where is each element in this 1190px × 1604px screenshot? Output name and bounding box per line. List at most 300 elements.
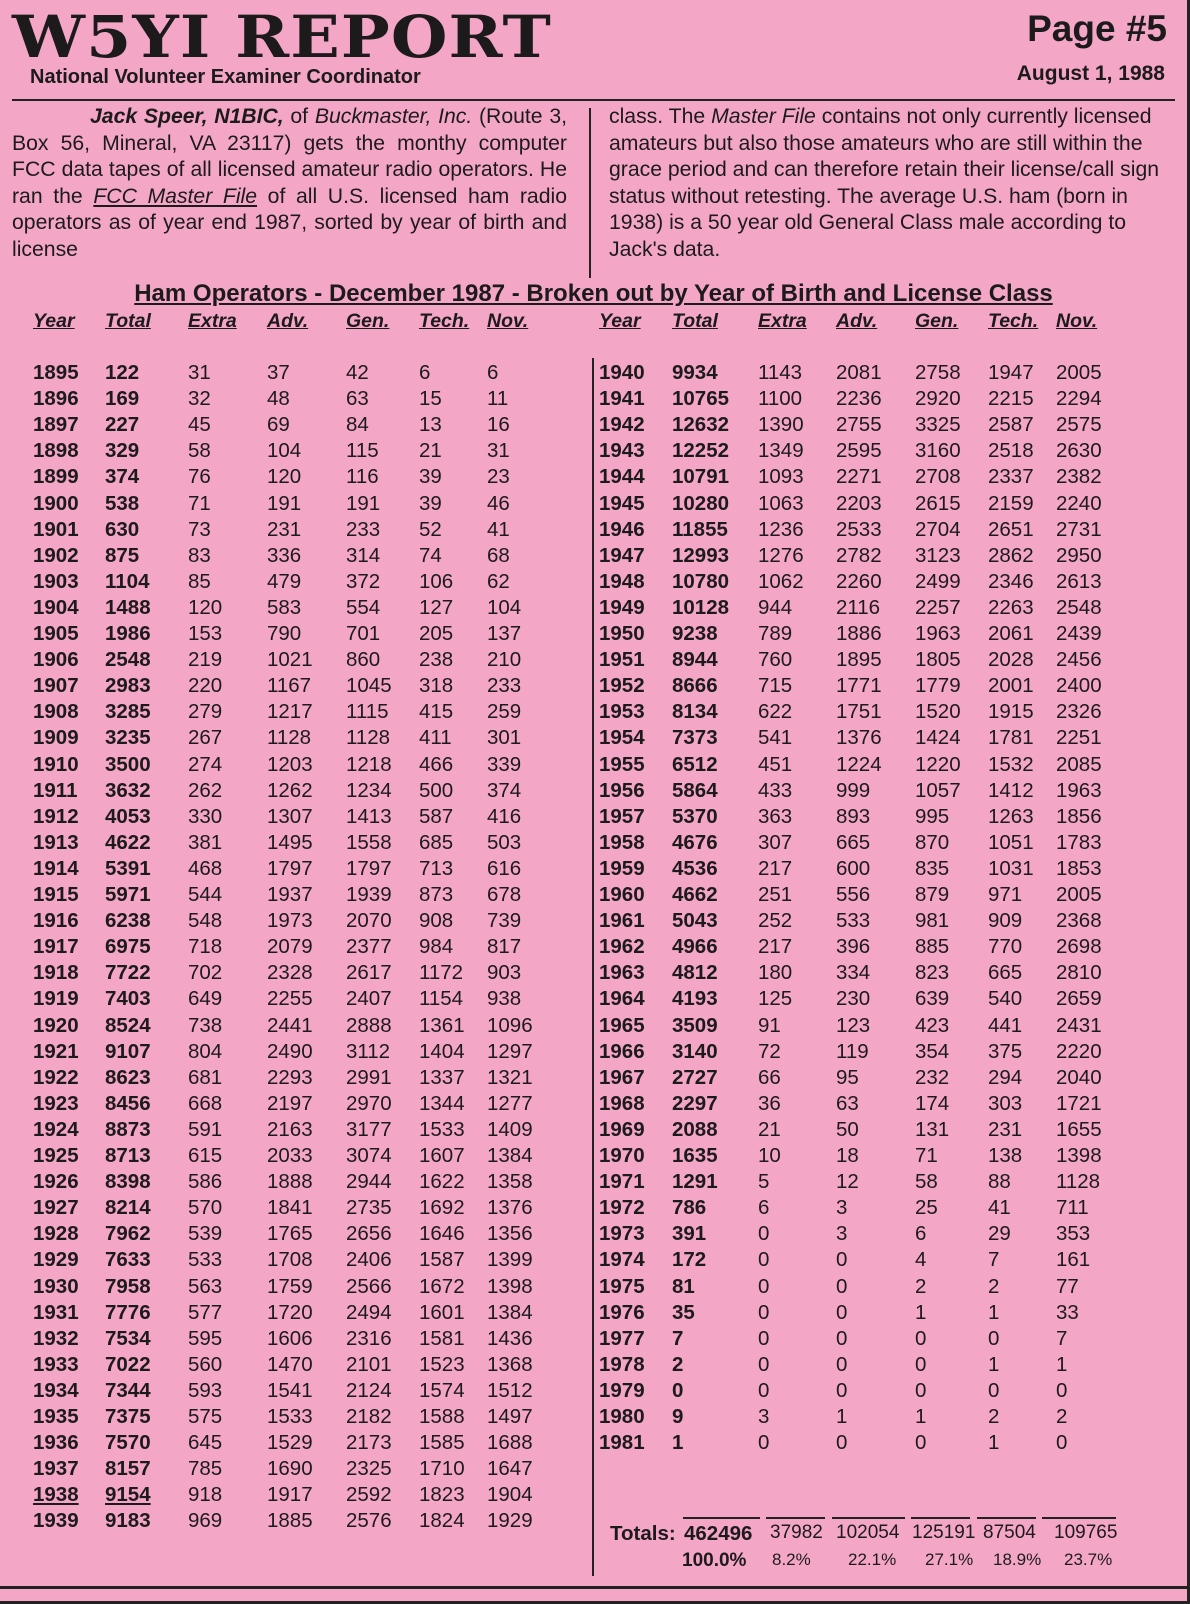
totals-rule bbox=[911, 1517, 970, 1519]
table-cell-adv-right: 0 bbox=[836, 1274, 848, 1298]
table-cell-year-right: 1976 bbox=[599, 1300, 645, 1324]
table-cell-tech-right: 2061 bbox=[988, 622, 1034, 645]
table-cell-total-left: 7722 bbox=[105, 961, 151, 985]
table-cell-adv-right: 334 bbox=[836, 961, 871, 985]
table-cell-nov-right: 353 bbox=[1056, 1222, 1091, 1246]
table-cell-year-right: 1967 bbox=[599, 1065, 645, 1089]
table-cell-total-right: 8944 bbox=[672, 648, 718, 672]
table-cell-gen-left: 1939 bbox=[346, 883, 392, 906]
table-cell-adv-right: 533 bbox=[836, 909, 871, 933]
table-cell-nov-right: 1963 bbox=[1056, 778, 1102, 802]
table-cell-extra-left: 575 bbox=[188, 1405, 223, 1428]
table-cell-total-right: 3140 bbox=[672, 1039, 718, 1063]
table-cell-nov-right: 2294 bbox=[1056, 387, 1102, 411]
table-cell-gen-right: 6 bbox=[915, 1222, 927, 1246]
table-cell-year-left: 1921 bbox=[33, 1039, 79, 1063]
report-title: W5YI REPORT bbox=[12, 3, 552, 71]
table-cell-tech-left: 500 bbox=[419, 778, 454, 802]
table-cell-tech-left: 1672 bbox=[419, 1274, 465, 1298]
table-cell-nov-right: 2431 bbox=[1056, 1013, 1102, 1037]
table-cell-gen-right: 3160 bbox=[915, 439, 961, 463]
table-cell-tech-right: 540 bbox=[988, 987, 1023, 1011]
table-cell-total-left: 7534 bbox=[105, 1326, 151, 1350]
table-cell-nov-left: 1512 bbox=[487, 1378, 533, 1402]
table-cell-extra-left: 969 bbox=[188, 1509, 223, 1533]
table-cell-nov-right: 2613 bbox=[1056, 569, 1102, 593]
table-cell-adv-right: 2595 bbox=[836, 439, 882, 463]
table-cell-total-right: 1291 bbox=[672, 1170, 718, 1194]
table-cell-total-right: 9 bbox=[672, 1405, 684, 1428]
table-cell-tech-right: 2651 bbox=[988, 517, 1034, 541]
table-cell-gen-left: 2070 bbox=[346, 909, 392, 933]
table-cell-extra-left: 591 bbox=[188, 1117, 223, 1141]
table-cell-total-left: 3632 bbox=[105, 778, 151, 802]
column-header-extra-right: Extra bbox=[758, 310, 807, 332]
table-cell-total-right: 9238 bbox=[672, 622, 718, 645]
table-cell-tech-left: 52 bbox=[419, 517, 442, 541]
table-cell-extra-right: 1143 bbox=[758, 361, 803, 384]
table-cell-tech-left: 106 bbox=[419, 569, 454, 593]
table-cell-gen-right: 2920 bbox=[915, 387, 961, 411]
table-cell-tech-left: 1587 bbox=[419, 1248, 465, 1272]
table-cell-year-right: 1951 bbox=[599, 648, 645, 672]
table-cell-total-right: 10791 bbox=[672, 465, 730, 489]
table-cell-nov-left: 11 bbox=[487, 387, 509, 411]
table-cell-total-left: 538 bbox=[105, 491, 140, 515]
table-cell-extra-right: 0 bbox=[758, 1326, 770, 1350]
table-cell-gen-right: 3325 bbox=[915, 413, 961, 437]
table-cell-nov-left: 339 bbox=[487, 752, 522, 776]
table-cell-total-left: 9107 bbox=[105, 1039, 151, 1063]
table-cell-tech-left: 1344 bbox=[419, 1091, 465, 1115]
table-cell-total-left: 2548 bbox=[105, 648, 151, 672]
table-cell-gen-right: 2758 bbox=[915, 361, 961, 384]
table-cell-year-right: 1975 bbox=[599, 1274, 645, 1298]
table-cell-extra-right: 252 bbox=[758, 909, 793, 933]
table-cell-year-left: 1934 bbox=[33, 1378, 79, 1402]
table-cell-total-right: 786 bbox=[672, 1196, 707, 1220]
column-header-nov-left: Nov. bbox=[487, 310, 529, 332]
table-cell-tech-left: 685 bbox=[419, 830, 454, 854]
table-cell-extra-left: 330 bbox=[188, 804, 223, 828]
article-text-run: (Route 3, Box 56, Mineral, VA 23117) gets the monthy computer FCC data tapes of all licensed amateur radio operators. He ran the bbox=[12, 105, 567, 208]
table-cell-total-left: 3285 bbox=[105, 700, 151, 724]
table-cell-gen-left: 3074 bbox=[346, 1144, 392, 1167]
table-cell-nov-right: 1398 bbox=[1056, 1144, 1102, 1167]
percent-total: 100.0% bbox=[682, 1550, 747, 1571]
table-cell-gen-right: 981 bbox=[915, 909, 950, 933]
table-cell-nov-right: 1128 bbox=[1056, 1170, 1101, 1194]
table-cell-nov-right: 2382 bbox=[1056, 465, 1102, 489]
table-cell-adv-right: 556 bbox=[836, 883, 871, 906]
table-cell-total-left: 1488 bbox=[105, 595, 151, 619]
table-cell-nov-right: 0 bbox=[1056, 1431, 1068, 1455]
table-cell-tech-right: 1 bbox=[988, 1352, 1000, 1376]
table-cell-tech-left: 1692 bbox=[419, 1196, 465, 1220]
table-cell-year-right: 1940 bbox=[599, 361, 645, 384]
table-cell-gen-left: 233 bbox=[346, 517, 381, 541]
percent-gen: 27.1% bbox=[925, 1550, 974, 1569]
table-cell-adv-right: 396 bbox=[836, 935, 871, 959]
table-cell-total-right: 10128 bbox=[672, 595, 730, 619]
report-subtitle: National Volunteer Examiner Coordinator bbox=[30, 66, 421, 88]
table-cell-extra-left: 595 bbox=[188, 1326, 223, 1350]
table-cell-total-right: 3509 bbox=[672, 1013, 718, 1037]
table-cell-total-right: 2088 bbox=[672, 1117, 718, 1141]
table-cell-tech-right: 770 bbox=[988, 935, 1023, 959]
table-cell-year-right: 1954 bbox=[599, 726, 645, 750]
table-cell-year-right: 1945 bbox=[599, 491, 645, 515]
table-cell-total-left: 9183 bbox=[105, 1509, 151, 1533]
table-cell-gen-right: 1220 bbox=[915, 752, 961, 776]
table-cell-tech-right: 2159 bbox=[988, 491, 1034, 515]
table-cell-year-right: 1952 bbox=[599, 674, 645, 698]
table-cell-tech-left: 908 bbox=[419, 909, 454, 933]
table-cell-extra-right: 0 bbox=[758, 1222, 770, 1246]
table-cell-adv-left: 231 bbox=[267, 517, 302, 541]
table-cell-total-right: 2297 bbox=[672, 1091, 718, 1115]
table-cell-gen-right: 131 bbox=[915, 1117, 950, 1141]
table-cell-nov-left: 678 bbox=[487, 883, 522, 906]
table-cell-nov-left: 1497 bbox=[487, 1405, 533, 1428]
table-cell-extra-right: 760 bbox=[758, 648, 793, 672]
table-cell-tech-left: 205 bbox=[419, 622, 454, 645]
table-cell-year-left: 1916 bbox=[33, 909, 79, 933]
table-cell-extra-right: 66 bbox=[758, 1065, 781, 1089]
column-header-tech-right: Tech. bbox=[988, 310, 1039, 332]
table-cell-year-right: 1973 bbox=[599, 1222, 645, 1246]
table-cell-total-left: 5971 bbox=[105, 883, 151, 906]
table-cell-extra-right: 1236 bbox=[758, 517, 804, 541]
table-cell-extra-left: 76 bbox=[188, 465, 211, 489]
table-cell-extra-right: 1390 bbox=[758, 413, 804, 437]
table-cell-total-right: 4662 bbox=[672, 883, 718, 906]
table-cell-gen-left: 1115 bbox=[346, 700, 389, 724]
table-cell-extra-right: 5 bbox=[758, 1170, 770, 1194]
table-cell-adv-right: 1771 bbox=[836, 674, 882, 698]
table-cell-nov-left: 1356 bbox=[487, 1222, 533, 1246]
table-cell-total-right: 5043 bbox=[672, 909, 718, 933]
table-cell-nov-right: 1721 bbox=[1056, 1091, 1102, 1115]
table-cell-extra-right: 0 bbox=[758, 1431, 770, 1455]
table-cell-extra-left: 120 bbox=[188, 595, 223, 619]
table-cell-total-left: 8524 bbox=[105, 1013, 151, 1037]
table-cell-year-left: 1898 bbox=[33, 439, 79, 463]
table-cell-extra-right: 217 bbox=[758, 856, 793, 880]
table-cell-tech-right: 2001 bbox=[988, 674, 1034, 698]
table-cell-adv-right: 3 bbox=[836, 1222, 848, 1246]
table-cell-adv-right: 2755 bbox=[836, 413, 882, 437]
table-cell-adv-right: 0 bbox=[836, 1352, 848, 1376]
table-cell-adv-right: 0 bbox=[836, 1248, 848, 1272]
totals-rule bbox=[1042, 1517, 1116, 1519]
table-cell-nov-right: 2698 bbox=[1056, 935, 1102, 959]
table-cell-gen-right: 995 bbox=[915, 804, 950, 828]
table-cell-adv-left: 1888 bbox=[267, 1170, 313, 1194]
table-cell-nov-right: 2085 bbox=[1056, 752, 1102, 776]
table-cell-nov-right: 1856 bbox=[1056, 804, 1102, 828]
table-cell-total-left: 7776 bbox=[105, 1300, 151, 1324]
table-cell-tech-right: 0 bbox=[988, 1378, 1000, 1402]
table-cell-extra-right: 715 bbox=[758, 674, 793, 698]
table-cell-adv-left: 1937 bbox=[267, 883, 313, 906]
table-cell-nov-left: 1436 bbox=[487, 1326, 533, 1350]
table-cell-extra-right: 1349 bbox=[758, 439, 804, 463]
table-cell-nov-right: 2326 bbox=[1056, 700, 1102, 724]
table-cell-total-right: 12632 bbox=[672, 413, 730, 437]
table-cell-adv-right: 2260 bbox=[836, 569, 882, 593]
table-center-divider bbox=[592, 358, 594, 1576]
table-cell-total-left: 7344 bbox=[105, 1378, 151, 1402]
table-cell-tech-right: 2 bbox=[988, 1274, 1000, 1298]
table-cell-adv-right: 2782 bbox=[836, 543, 882, 567]
table-cell-extra-right: 3 bbox=[758, 1405, 770, 1428]
table-cell-extra-right: 1063 bbox=[758, 491, 804, 515]
table-cell-tech-right: 138 bbox=[988, 1144, 1023, 1167]
table-cell-extra-right: 789 bbox=[758, 622, 793, 645]
article-text-run: contains not only currently licensed amateurs but also those amateurs who are still within the grace period and can therefore retain their license/call sign status without retesting. The average U.S. ham (born in 1938) is a 50 year old General Class male according to Jack's data. bbox=[609, 105, 1160, 261]
table-cell-extra-right: 180 bbox=[758, 961, 793, 985]
table-cell-extra-left: 83 bbox=[188, 543, 211, 567]
table-cell-extra-left: 649 bbox=[188, 987, 223, 1011]
table-cell-tech-left: 39 bbox=[419, 465, 442, 489]
table-cell-gen-right: 879 bbox=[915, 883, 950, 906]
table-cell-year-left: 1901 bbox=[33, 517, 79, 541]
table-cell-total-left: 8214 bbox=[105, 1196, 151, 1220]
table-cell-extra-left: 563 bbox=[188, 1274, 223, 1298]
table-cell-gen-left: 2173 bbox=[346, 1431, 392, 1455]
table-cell-gen-right: 639 bbox=[915, 987, 950, 1011]
table-cell-adv-right: 18 bbox=[836, 1144, 859, 1167]
table-cell-tech-right: 1915 bbox=[988, 700, 1034, 724]
table-cell-gen-right: 174 bbox=[915, 1091, 950, 1115]
table-cell-gen-left: 3177 bbox=[346, 1117, 392, 1141]
table-cell-gen-left: 701 bbox=[346, 622, 381, 645]
table-cell-adv-left: 1203 bbox=[267, 752, 313, 776]
table-cell-nov-left: 1647 bbox=[487, 1457, 533, 1481]
table-cell-year-right: 1948 bbox=[599, 569, 645, 593]
table-cell-year-right: 1981 bbox=[599, 1431, 645, 1455]
table-cell-gen-left: 1128 bbox=[346, 726, 391, 750]
table-cell-adv-right: 999 bbox=[836, 778, 871, 802]
table-cell-adv-right: 893 bbox=[836, 804, 871, 828]
table-cell-tech-left: 1710 bbox=[419, 1457, 465, 1481]
table-cell-adv-left: 1167 bbox=[267, 674, 312, 698]
table-cell-gen-left: 2124 bbox=[346, 1378, 392, 1402]
table-cell-year-right: 1962 bbox=[599, 935, 645, 959]
table-cell-extra-left: 548 bbox=[188, 909, 223, 933]
table-cell-gen-left: 2970 bbox=[346, 1091, 392, 1115]
table-cell-nov-right: 2950 bbox=[1056, 543, 1102, 567]
table-cell-total-left: 875 bbox=[105, 543, 140, 567]
table-cell-year-left: 1896 bbox=[33, 387, 79, 411]
table-cell-gen-right: 835 bbox=[915, 856, 950, 880]
table-cell-year-left: 1930 bbox=[33, 1274, 79, 1298]
table-cell-year-left: 1928 bbox=[33, 1222, 79, 1246]
table-cell-total-left: 122 bbox=[105, 361, 140, 384]
table-cell-adv-left: 1759 bbox=[267, 1274, 313, 1298]
table-cell-nov-left: 62 bbox=[487, 569, 510, 593]
table-cell-nov-left: 1398 bbox=[487, 1274, 533, 1298]
table-cell-gen-right: 2704 bbox=[915, 517, 961, 541]
table-cell-extra-left: 918 bbox=[188, 1483, 223, 1507]
table-cell-year-left: 1909 bbox=[33, 726, 79, 750]
table-cell-adv-right: 2116 bbox=[836, 595, 881, 619]
table-cell-tech-right: 1 bbox=[988, 1300, 1000, 1324]
table-cell-year-right: 1977 bbox=[599, 1326, 645, 1350]
table-cell-adv-left: 1529 bbox=[267, 1431, 313, 1455]
table-cell-year-right: 1957 bbox=[599, 804, 645, 828]
table-cell-extra-left: 533 bbox=[188, 1248, 223, 1272]
column-header-adv-right: Adv. bbox=[836, 310, 878, 332]
table-cell-extra-left: 570 bbox=[188, 1196, 223, 1220]
table-cell-nov-right: 2439 bbox=[1056, 622, 1102, 645]
table-cell-gen-right: 1779 bbox=[915, 674, 961, 698]
table-cell-nov-left: 1376 bbox=[487, 1196, 533, 1220]
table-cell-tech-left: 1337 bbox=[419, 1065, 465, 1089]
table-cell-year-left: 1924 bbox=[33, 1117, 79, 1141]
table-cell-gen-left: 1558 bbox=[346, 830, 392, 854]
table-cell-extra-left: 85 bbox=[188, 569, 211, 593]
table-cell-total-right: 2727 bbox=[672, 1065, 718, 1089]
table-cell-tech-right: 2 bbox=[988, 1405, 1000, 1428]
table-cell-year-left: 1936 bbox=[33, 1431, 79, 1455]
percent-nov: 23.7% bbox=[1064, 1550, 1113, 1569]
table-cell-gen-right: 1057 bbox=[915, 778, 961, 802]
table-cell-adv-left: 2197 bbox=[267, 1091, 313, 1115]
table-cell-total-left: 3500 bbox=[105, 752, 151, 776]
table-cell-total-left: 630 bbox=[105, 517, 140, 541]
table-cell-total-left: 7022 bbox=[105, 1352, 151, 1376]
table-cell-tech-left: 318 bbox=[419, 674, 454, 698]
table-cell-year-right: 1946 bbox=[599, 517, 645, 541]
table-cell-gen-left: 1797 bbox=[346, 856, 392, 880]
table-cell-total-left: 8713 bbox=[105, 1144, 151, 1167]
percent-extra: 8.2% bbox=[772, 1550, 811, 1569]
table-cell-year-left: 1938 bbox=[33, 1483, 79, 1507]
table-cell-nov-left: 1297 bbox=[487, 1039, 533, 1063]
table-cell-gen-right: 1 bbox=[915, 1300, 927, 1324]
table-cell-total-right: 5370 bbox=[672, 804, 718, 828]
table-cell-tech-right: 1031 bbox=[988, 856, 1034, 880]
table-cell-nov-right: 0 bbox=[1056, 1378, 1068, 1402]
table-cell-nov-left: 16 bbox=[487, 413, 510, 437]
table-cell-tech-left: 1646 bbox=[419, 1222, 465, 1246]
table-cell-year-left: 1900 bbox=[33, 491, 79, 515]
table-cell-nov-right: 2240 bbox=[1056, 491, 1102, 515]
table-cell-adv-left: 1021 bbox=[267, 648, 313, 672]
table-cell-extra-right: 0 bbox=[758, 1352, 770, 1376]
table-cell-nov-left: 6 bbox=[487, 361, 499, 384]
table-cell-year-right: 1970 bbox=[599, 1144, 645, 1167]
table-cell-year-left: 1939 bbox=[33, 1509, 79, 1533]
table-cell-total-left: 374 bbox=[105, 465, 140, 489]
table-cell-tech-right: 665 bbox=[988, 961, 1023, 985]
table-cell-nov-right: 2400 bbox=[1056, 674, 1102, 698]
total-total: 462496 bbox=[684, 1522, 753, 1545]
table-cell-extra-left: 71 bbox=[188, 491, 211, 515]
table-cell-adv-right: 1751 bbox=[836, 700, 882, 724]
table-cell-year-left: 1935 bbox=[33, 1405, 79, 1428]
table-cell-tech-left: 587 bbox=[419, 804, 454, 828]
table-cell-adv-left: 790 bbox=[267, 622, 302, 645]
table-cell-extra-left: 279 bbox=[188, 700, 223, 724]
table-cell-total-left: 8157 bbox=[105, 1457, 151, 1481]
table-cell-tech-right: 2028 bbox=[988, 648, 1034, 672]
table-cell-total-right: 9934 bbox=[672, 361, 718, 384]
table-cell-tech-left: 1154 bbox=[419, 987, 464, 1011]
table-cell-gen-left: 2888 bbox=[346, 1013, 392, 1037]
table-cell-adv-right: 12 bbox=[836, 1170, 859, 1194]
table-cell-adv-right: 2236 bbox=[836, 387, 882, 411]
table-cell-nov-right: 2548 bbox=[1056, 595, 1102, 619]
table-cell-tech-right: 41 bbox=[988, 1196, 1011, 1220]
table-cell-year-left: 1913 bbox=[33, 830, 79, 854]
table-cell-adv-left: 2033 bbox=[267, 1144, 313, 1167]
table-cell-tech-left: 1622 bbox=[419, 1170, 465, 1194]
table-cell-extra-right: 1062 bbox=[758, 569, 804, 593]
table-cell-gen-right: 2708 bbox=[915, 465, 961, 489]
table-cell-adv-left: 1495 bbox=[267, 830, 313, 854]
article-text-run: Buckmaster, Inc. bbox=[314, 105, 473, 128]
table-cell-nov-right: 2810 bbox=[1056, 961, 1102, 985]
table-cell-extra-left: 804 bbox=[188, 1039, 223, 1063]
table-cell-gen-right: 885 bbox=[915, 935, 950, 959]
table-cell-gen-right: 1963 bbox=[915, 622, 961, 645]
table-cell-tech-right: 1412 bbox=[988, 778, 1034, 802]
table-cell-nov-right: 161 bbox=[1056, 1248, 1091, 1272]
table-cell-tech-right: 1051 bbox=[988, 830, 1034, 854]
table-cell-gen-right: 71 bbox=[915, 1144, 938, 1167]
table-cell-gen-left: 314 bbox=[346, 543, 381, 567]
table-cell-year-right: 1958 bbox=[599, 830, 645, 854]
table-cell-extra-right: 1276 bbox=[758, 543, 804, 567]
table-cell-year-left: 1910 bbox=[33, 752, 79, 776]
table-cell-extra-left: 702 bbox=[188, 961, 223, 985]
table-cell-adv-left: 1765 bbox=[267, 1222, 313, 1246]
table-cell-year-left: 1902 bbox=[33, 543, 79, 567]
table-cell-extra-left: 45 bbox=[188, 413, 211, 437]
table-cell-nov-left: 1277 bbox=[487, 1091, 533, 1115]
table-cell-total-left: 7958 bbox=[105, 1274, 151, 1298]
column-header-tech-left: Tech. bbox=[419, 310, 470, 332]
table-cell-year-right: 1944 bbox=[599, 465, 645, 489]
total-nov: 109765 bbox=[1054, 1522, 1118, 1543]
table-cell-year-left: 1911 bbox=[33, 778, 78, 802]
table-cell-total-right: 5864 bbox=[672, 778, 718, 802]
table-cell-tech-left: 1581 bbox=[419, 1326, 465, 1350]
table-cell-adv-right: 1895 bbox=[836, 648, 882, 672]
table-cell-total-left: 7375 bbox=[105, 1405, 151, 1428]
table-cell-gen-left: 2735 bbox=[346, 1196, 392, 1220]
table-cell-extra-right: 36 bbox=[758, 1091, 781, 1115]
table-cell-gen-left: 2991 bbox=[346, 1065, 392, 1089]
table-cell-extra-left: 220 bbox=[188, 674, 223, 698]
table-cell-year-right: 1947 bbox=[599, 543, 645, 567]
table-cell-adv-left: 104 bbox=[267, 439, 302, 463]
table-cell-nov-right: 1 bbox=[1056, 1352, 1068, 1376]
article-text-run: of bbox=[283, 105, 315, 128]
table-cell-adv-right: 50 bbox=[836, 1117, 859, 1141]
table-cell-total-left: 6975 bbox=[105, 935, 151, 959]
table-cell-year-left: 1903 bbox=[33, 569, 79, 593]
table-cell-adv-right: 0 bbox=[836, 1431, 848, 1455]
table-cell-year-right: 1963 bbox=[599, 961, 645, 985]
table-cell-year-left: 1922 bbox=[33, 1065, 79, 1089]
table-cell-total-right: 7373 bbox=[672, 726, 718, 750]
table-cell-nov-left: 104 bbox=[487, 595, 522, 619]
table-cell-total-right: 35 bbox=[672, 1300, 695, 1324]
